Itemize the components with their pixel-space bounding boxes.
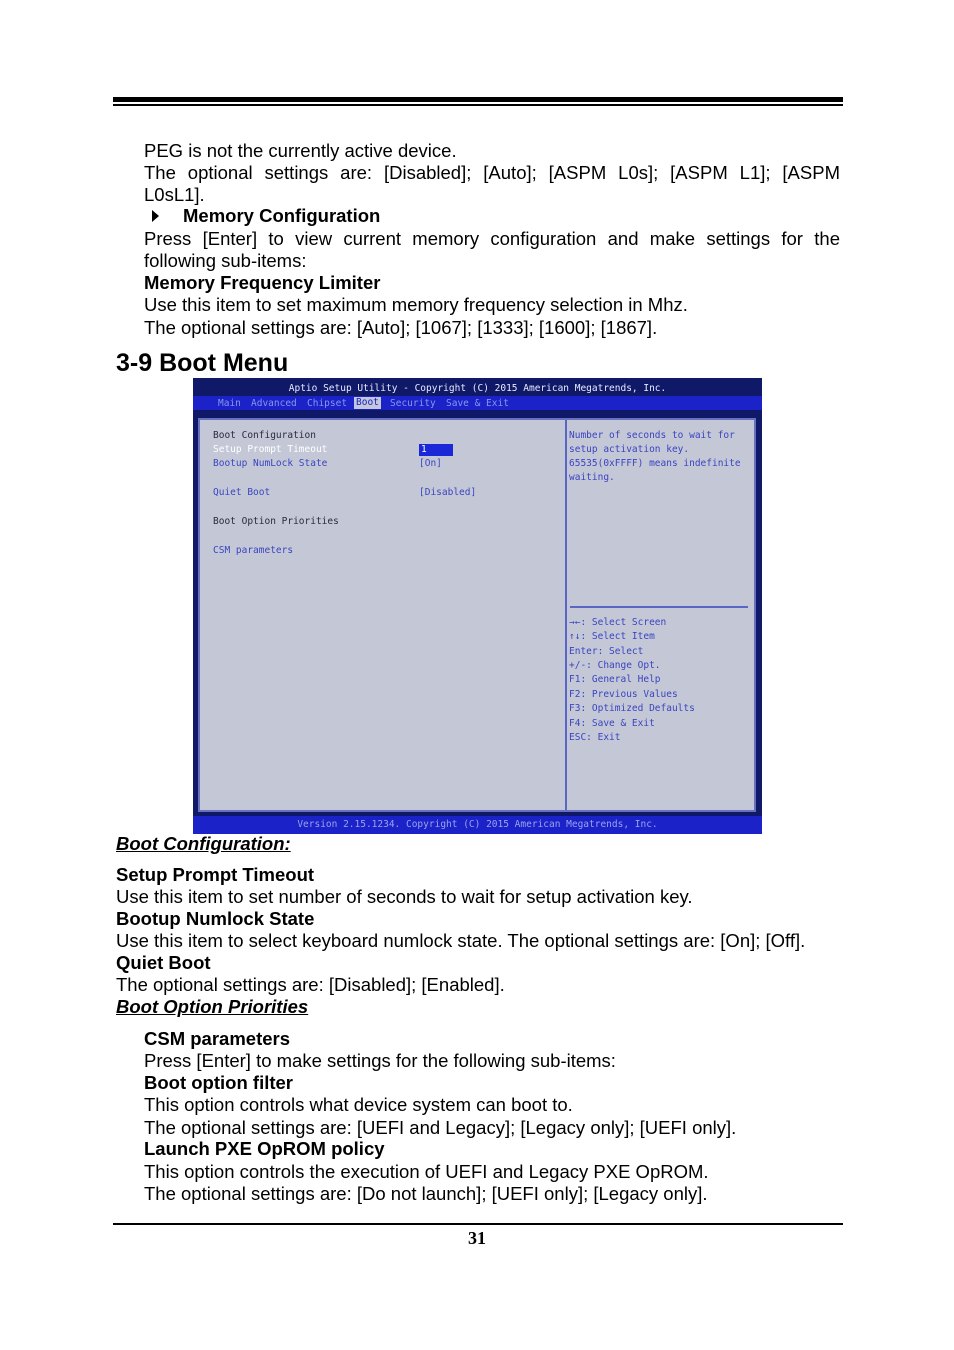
bios-title: Aptio Setup Utility - Copyright (C) 2015 American Megatrends, Inc.: [288, 383, 667, 394]
bios-help-separator: [570, 606, 748, 608]
bios-key-hint: F3: Optimized Defaults: [569, 703, 695, 714]
header-rule-thin: [113, 104, 843, 106]
mfl-options: The optional settings are: [Auto]; [1067]; [1333]; [1600]; [1867].: [144, 317, 658, 338]
bios-key-hint: F4: Save & Exit: [569, 718, 655, 729]
boot-filter-options: The optional settings are: [UEFI and Legacy]; [Legacy only]; [UEFI only].: [144, 1117, 737, 1138]
header-rule-thick: [113, 97, 843, 102]
bios-key-hint: F1: General Help: [569, 674, 661, 685]
bios-screenshot: [193, 378, 762, 834]
boot-filter-desc: This option controls what device system can boot to.: [144, 1094, 573, 1115]
bios-menu-chipset[interactable]: Chipset: [307, 398, 348, 409]
bios-quiet-boot-value[interactable]: [Disabled]: [419, 487, 477, 498]
bios-menu-save-exit[interactable]: Save & Exit: [446, 398, 509, 409]
bios-key-hint: +/-: Change Opt.: [569, 660, 661, 671]
section-title: 3-9 Boot Menu: [116, 349, 289, 377]
intro-options-line: The optional settings are: [Disabled]; [Auto]; [ASPM L0s]; [ASPM L1]; [ASPM: [144, 162, 840, 183]
intro-options-line-cont: L0sL1].: [144, 184, 205, 205]
bios-help-line: Number of seconds to wait for: [569, 430, 735, 441]
bios-key-hint: Enter: Select: [569, 646, 644, 657]
boot-config-heading: Boot Configuration:: [116, 833, 291, 854]
bios-setup-prompt-item[interactable]: Setup Prompt Timeout: [213, 444, 328, 455]
bios-menu-advanced[interactable]: Advanced: [251, 398, 297, 409]
bios-setup-prompt-value[interactable]: 1: [421, 444, 427, 455]
bios-quiet-boot-item[interactable]: Quiet Boot: [213, 487, 271, 498]
spt-desc: Use this item to set number of seconds to wait for setup activation key.: [116, 886, 693, 907]
bios-csm-item[interactable]: CSM parameters: [213, 545, 294, 556]
boot-option-priorities-heading: Boot Option Priorities: [116, 996, 309, 1017]
bios-divider: [565, 420, 567, 810]
numlock-desc: Use this item to select keyboard numlock state. The optional settings are: [On]; [Off].: [116, 930, 806, 951]
page-number: 31: [468, 1228, 486, 1248]
bios-help-line: waiting.: [569, 472, 615, 483]
triangle-bullet-icon: [152, 210, 159, 222]
memory-config-heading: Memory Configuration: [183, 205, 381, 226]
csm-heading: CSM parameters: [144, 1028, 291, 1049]
bios-boot-priorities-label: Boot Option Priorities: [213, 516, 339, 527]
memory-config-desc-cont: following sub-items:: [144, 250, 307, 271]
bios-key-hint: ESC: Exit: [569, 732, 621, 743]
bios-numlock-item[interactable]: Bootup NumLock State: [213, 458, 328, 469]
bios-help-line: setup activation key.: [569, 444, 690, 455]
bios-boot-config-label: Boot Configuration: [213, 430, 316, 441]
bios-key-hint: F2: Previous Values: [569, 689, 678, 700]
pxe-options: The optional settings are: [Do not launch]; [UEFI only]; [Legacy only].: [144, 1183, 708, 1204]
bios-menu-boot[interactable]: Boot: [356, 397, 379, 408]
bios-menu-main[interactable]: Main: [218, 398, 241, 409]
quiet-boot-heading: Quiet Boot: [116, 952, 211, 973]
spt-heading: Setup Prompt Timeout: [116, 864, 315, 885]
pxe-heading: Launch PXE OpROM policy: [144, 1138, 385, 1159]
bios-key-hint: ↑↓: Select Item: [569, 631, 655, 642]
numlock-heading: Bootup Numlock State: [116, 908, 315, 929]
bios-key-hint: →←: Select Screen: [569, 617, 667, 628]
bios-menu-security[interactable]: Security: [390, 398, 436, 409]
boot-filter-heading: Boot option filter: [144, 1072, 293, 1093]
mfl-desc: Use this item to set maximum memory frequency selection in Mhz.: [144, 294, 688, 315]
memory-config-desc: Press [Enter] to view current memory configuration and make settings for the: [144, 228, 840, 249]
mfl-heading: Memory Frequency Limiter: [144, 272, 381, 293]
bios-footer-text: Version 2.15.1234. Copyright (C) 2015 American Megatrends, Inc.: [297, 819, 658, 830]
bios-numlock-value[interactable]: [On]: [419, 458, 442, 469]
footer-rule: [113, 1223, 843, 1225]
csm-desc: Press [Enter] to make settings for the following sub-items:: [144, 1050, 616, 1071]
quiet-boot-desc: The optional settings are: [Disabled]; [Enabled].: [116, 974, 505, 995]
intro-line: PEG is not the currently active device.: [144, 140, 457, 161]
bios-help-line: 65535(0xFFFF) means indefinite: [569, 458, 741, 469]
bios-panel: [198, 418, 756, 812]
pxe-desc: This option controls the execution of UEFI and Legacy PXE OpROM.: [144, 1161, 709, 1182]
